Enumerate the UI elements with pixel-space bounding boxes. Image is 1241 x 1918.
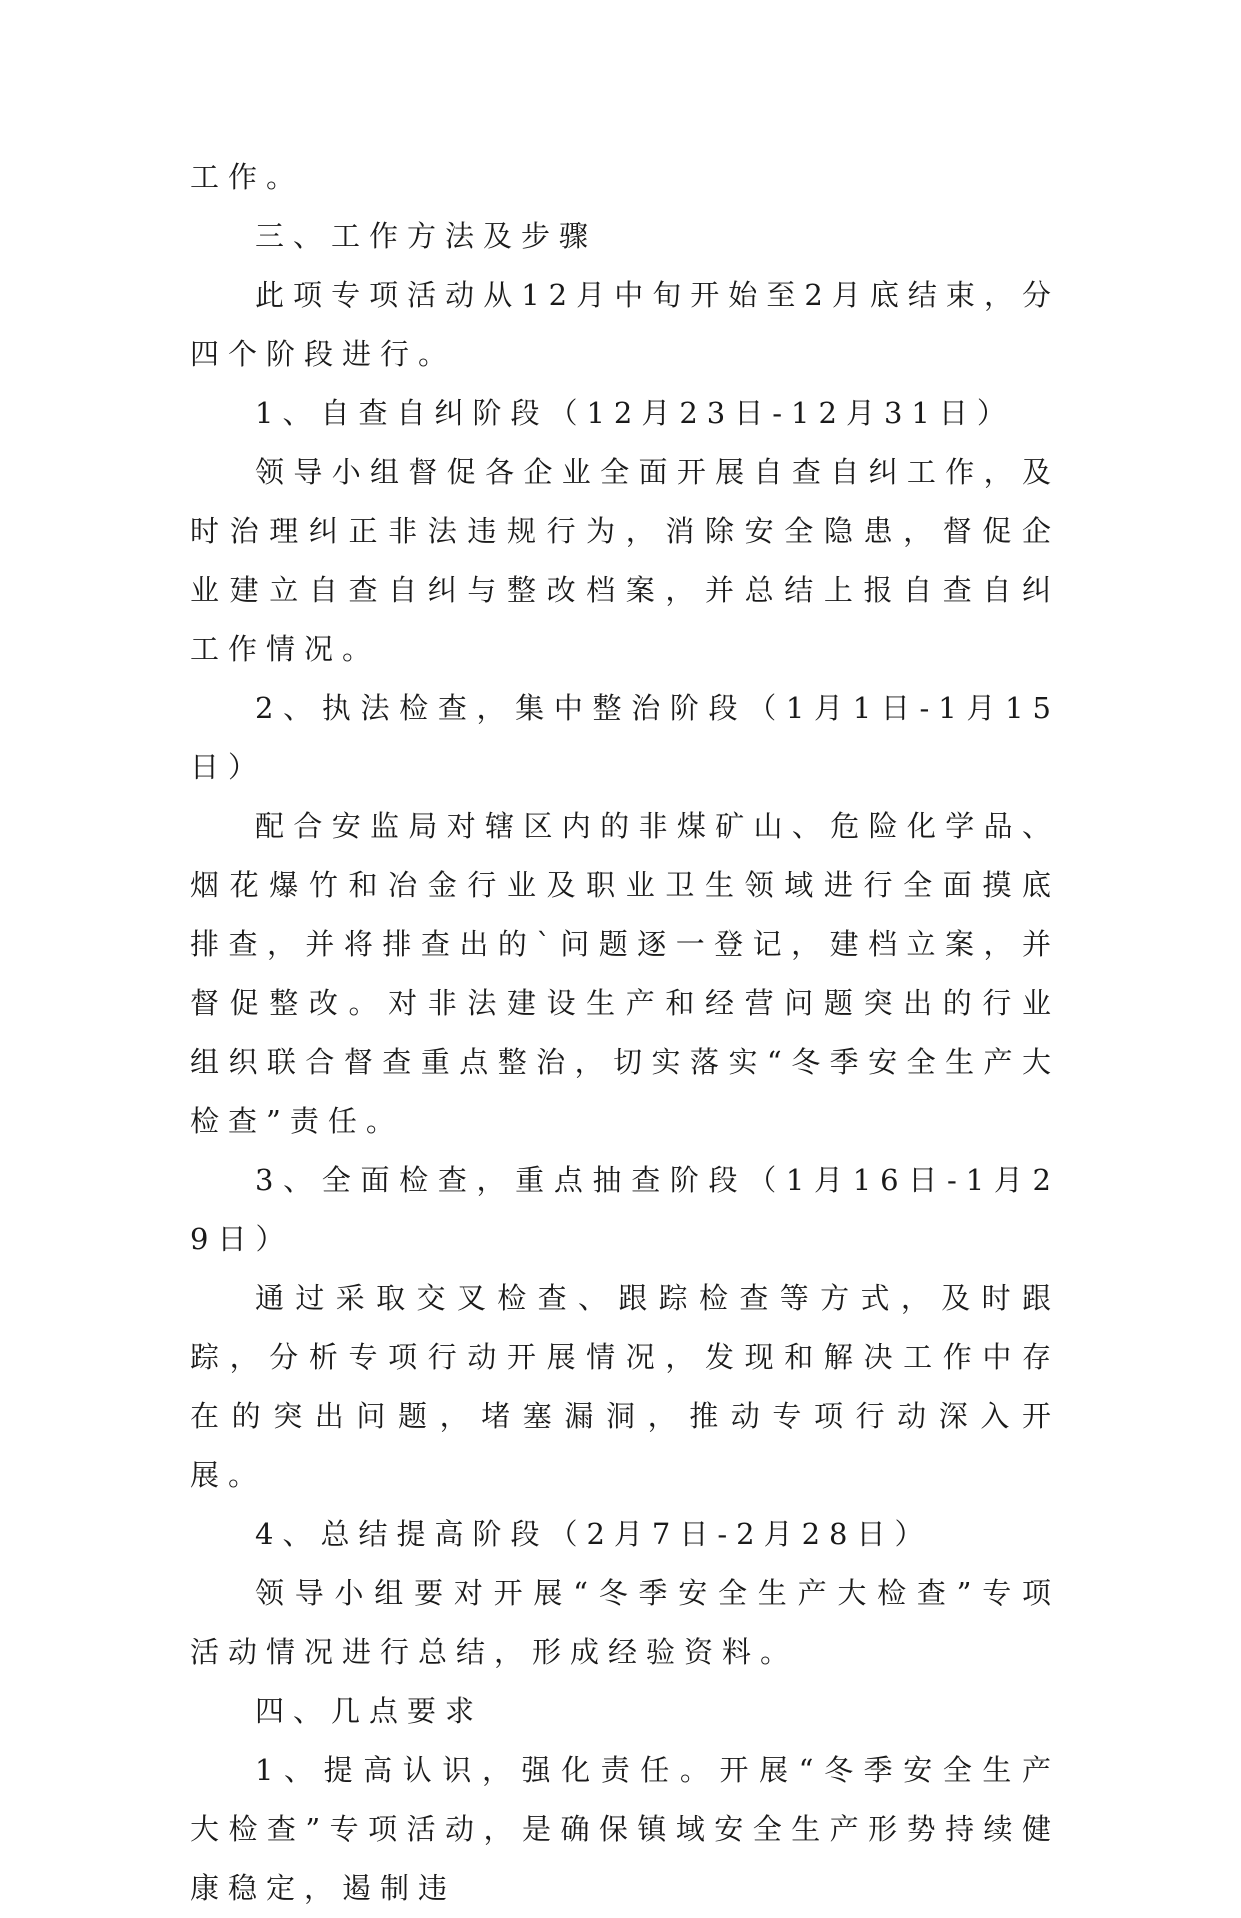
paragraph-stage-2: 配合安监局对辖区内的非煤矿山、危险化学品、烟花爆竹和冶金行业及职业卫生领域进行全面摸底排查，并将排查出的`问题逐一登记，建档立案，并督促整改。对非法建设生产和经营问题突出的行业组织联合督查重点整治，切实落实“冬季安全生产大检查”责任。 (190, 809, 1060, 1138)
stage-heading-3: 3、全面检查，重点抽查阶段（1月16日-1月29日） (190, 1163, 1060, 1256)
section-heading-methods: 三、工作方法及步骤 (255, 219, 598, 253)
document-page (190, 148, 1060, 1918)
stage-heading-4: 4、总结提高阶段（2月7日-2月28日） (255, 1517, 933, 1551)
paragraph-stage-1: 领导小组督促各企业全面开展自查自纠工作，及时治理纠正非法违规行为，消除安全隐患，督促企业建立自查自纠与整改档案，并总结上报自查自纠工作情况。 (190, 455, 1060, 666)
stage-heading-1: 1、自查自纠阶段（12月23日-12月31日） (255, 396, 1015, 430)
paragraph-requirement-1: 1、提高认识，强化责任。开展“冬季安全生产大检查”专项活动，是确保镇域安全生产形势持续健康稳定，遏制违 (190, 1753, 1060, 1905)
stage-heading-2: 2、执法检查，集中整治阶段（1月1日-1月15日） (190, 691, 1060, 784)
paragraph-continuation: 工作。 (190, 160, 305, 194)
paragraph-stage-4: 领导小组要对开展“冬季安全生产大检查”专项活动情况进行总结，形成经验资料。 (190, 1576, 1060, 1669)
paragraph-stage-3: 通过采取交叉检查、跟踪检查等方式，及时跟踪，分析专项行动开展情况，发现和解决工作中存在的突出问题，堵塞漏洞，推动专项行动深入开展。 (190, 1281, 1060, 1492)
paragraph-overview: 此项专项活动从12月中旬开始至2月底结束，分四个阶段进行。 (190, 278, 1060, 371)
section-heading-requirements: 四、几点要求 (255, 1694, 484, 1728)
